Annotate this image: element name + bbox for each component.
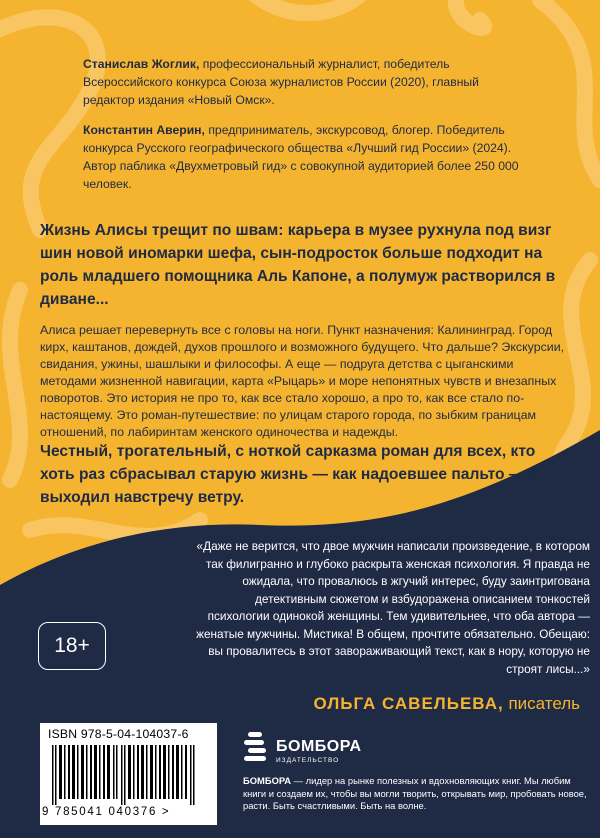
publisher-logo-name: БОМБОРА <box>276 738 362 755</box>
description-text: Алиса решает перевернуть все с головы на ноги. Пункт назначения: Калининград. Город кирх, каштанов, дождей, духов прошлого и возможного будущего. Что дальше? Экскурсии, свидания, ужины, шашлыки и философы. А еще — подруга детства с цыганскими методами жизненной навигации, карта «Рыцарь» и море непонятных чувств и внезапных поворотов. Это история не про то, как все стало хорошо, а про то, как все стало по-настоящему. Это роман-путешествие: по улицам старого города, по зыбким границам отношений, по лабиринтам женского одиночества и надежды. <box>40 323 565 439</box>
author-bio <box>83 121 533 193</box>
author-bio-text: профессиональный журналист, победитель Всероссийского конкурса Союза журналистов России (2020), главный редактор издания «Новый Омск». <box>83 57 479 107</box>
age-rating-badge: 18+ <box>38 622 106 670</box>
publisher-description <box>243 775 588 813</box>
quote-attribution <box>180 694 580 714</box>
author-bio <box>83 55 533 109</box>
quote-author-name: ОЛЬГА САВЕЛЬЕВА, <box>313 694 504 713</box>
barcode-digits: 9 785041 040376 > <box>42 806 171 818</box>
author-name: Константин Аверин, <box>83 123 205 137</box>
quote-author-role: писатель <box>503 694 580 713</box>
author-name: Станислав Жоглик, <box>83 57 200 71</box>
publisher-text: — лидер на рынке полезных и вдохновляющих книг. Мы любим книги и создаем их, чтобы вы могли творить, открывать мир, пробовать новое, расти. Быть счастливыми. Быть на волне. <box>243 775 587 812</box>
bombora-logo-icon <box>242 730 272 764</box>
publisher-logo-sub: ИЗДАТЕЛЬСТВО <box>276 757 340 764</box>
tagline-text: Честный, трогательный, с ноткой сарказма роман для всех, кто хоть раз сбрасывал старую жизнь — как надоевшее пальто — и выходил навстречу ветру. <box>40 443 539 506</box>
barcode-panel <box>40 723 217 825</box>
author-bio-text: предприниматель, экскурсовод, блогер. Победитель конкурса Русского географического общества «Лучший гид России» (2024). Автор паблика «Двухметровый гид» с совокупной аудиторией более 250 000 человек. <box>83 123 519 191</box>
hook-text: Жизнь Алисы трещит по швам: карьера в музее рухнула под визг шин новой иномарки шефа, сын-подросток больше подходит на роль младшего помощника Аль Капоне, а полумуж растворился в диване... <box>40 222 556 308</box>
barcode-bars <box>46 745 211 805</box>
isbn-text: ISBN 978-5-04-104037-6 <box>48 727 189 741</box>
authors-section <box>83 55 533 205</box>
publisher-name: БОМБОРА <box>243 775 292 786</box>
review-quote: «Даже не верится, что двое мужчин написали произведение, в котором так филигранно и глубоко раскрыта женская психология. Я правда не ожидала, что провалюсь в жгучий интерес, буду заинтригована детективным сюжетом и взбудоражена описанием тонкостей психологии одинокой женщины. Тем удивительнее, что оба автора — женатые мужчины. Мистика! В общем, прочтите обязательно. Обещаю: вы провалитесь в этот завораживающий текст, как в нору, которую не строят лисы...» <box>196 539 590 676</box>
